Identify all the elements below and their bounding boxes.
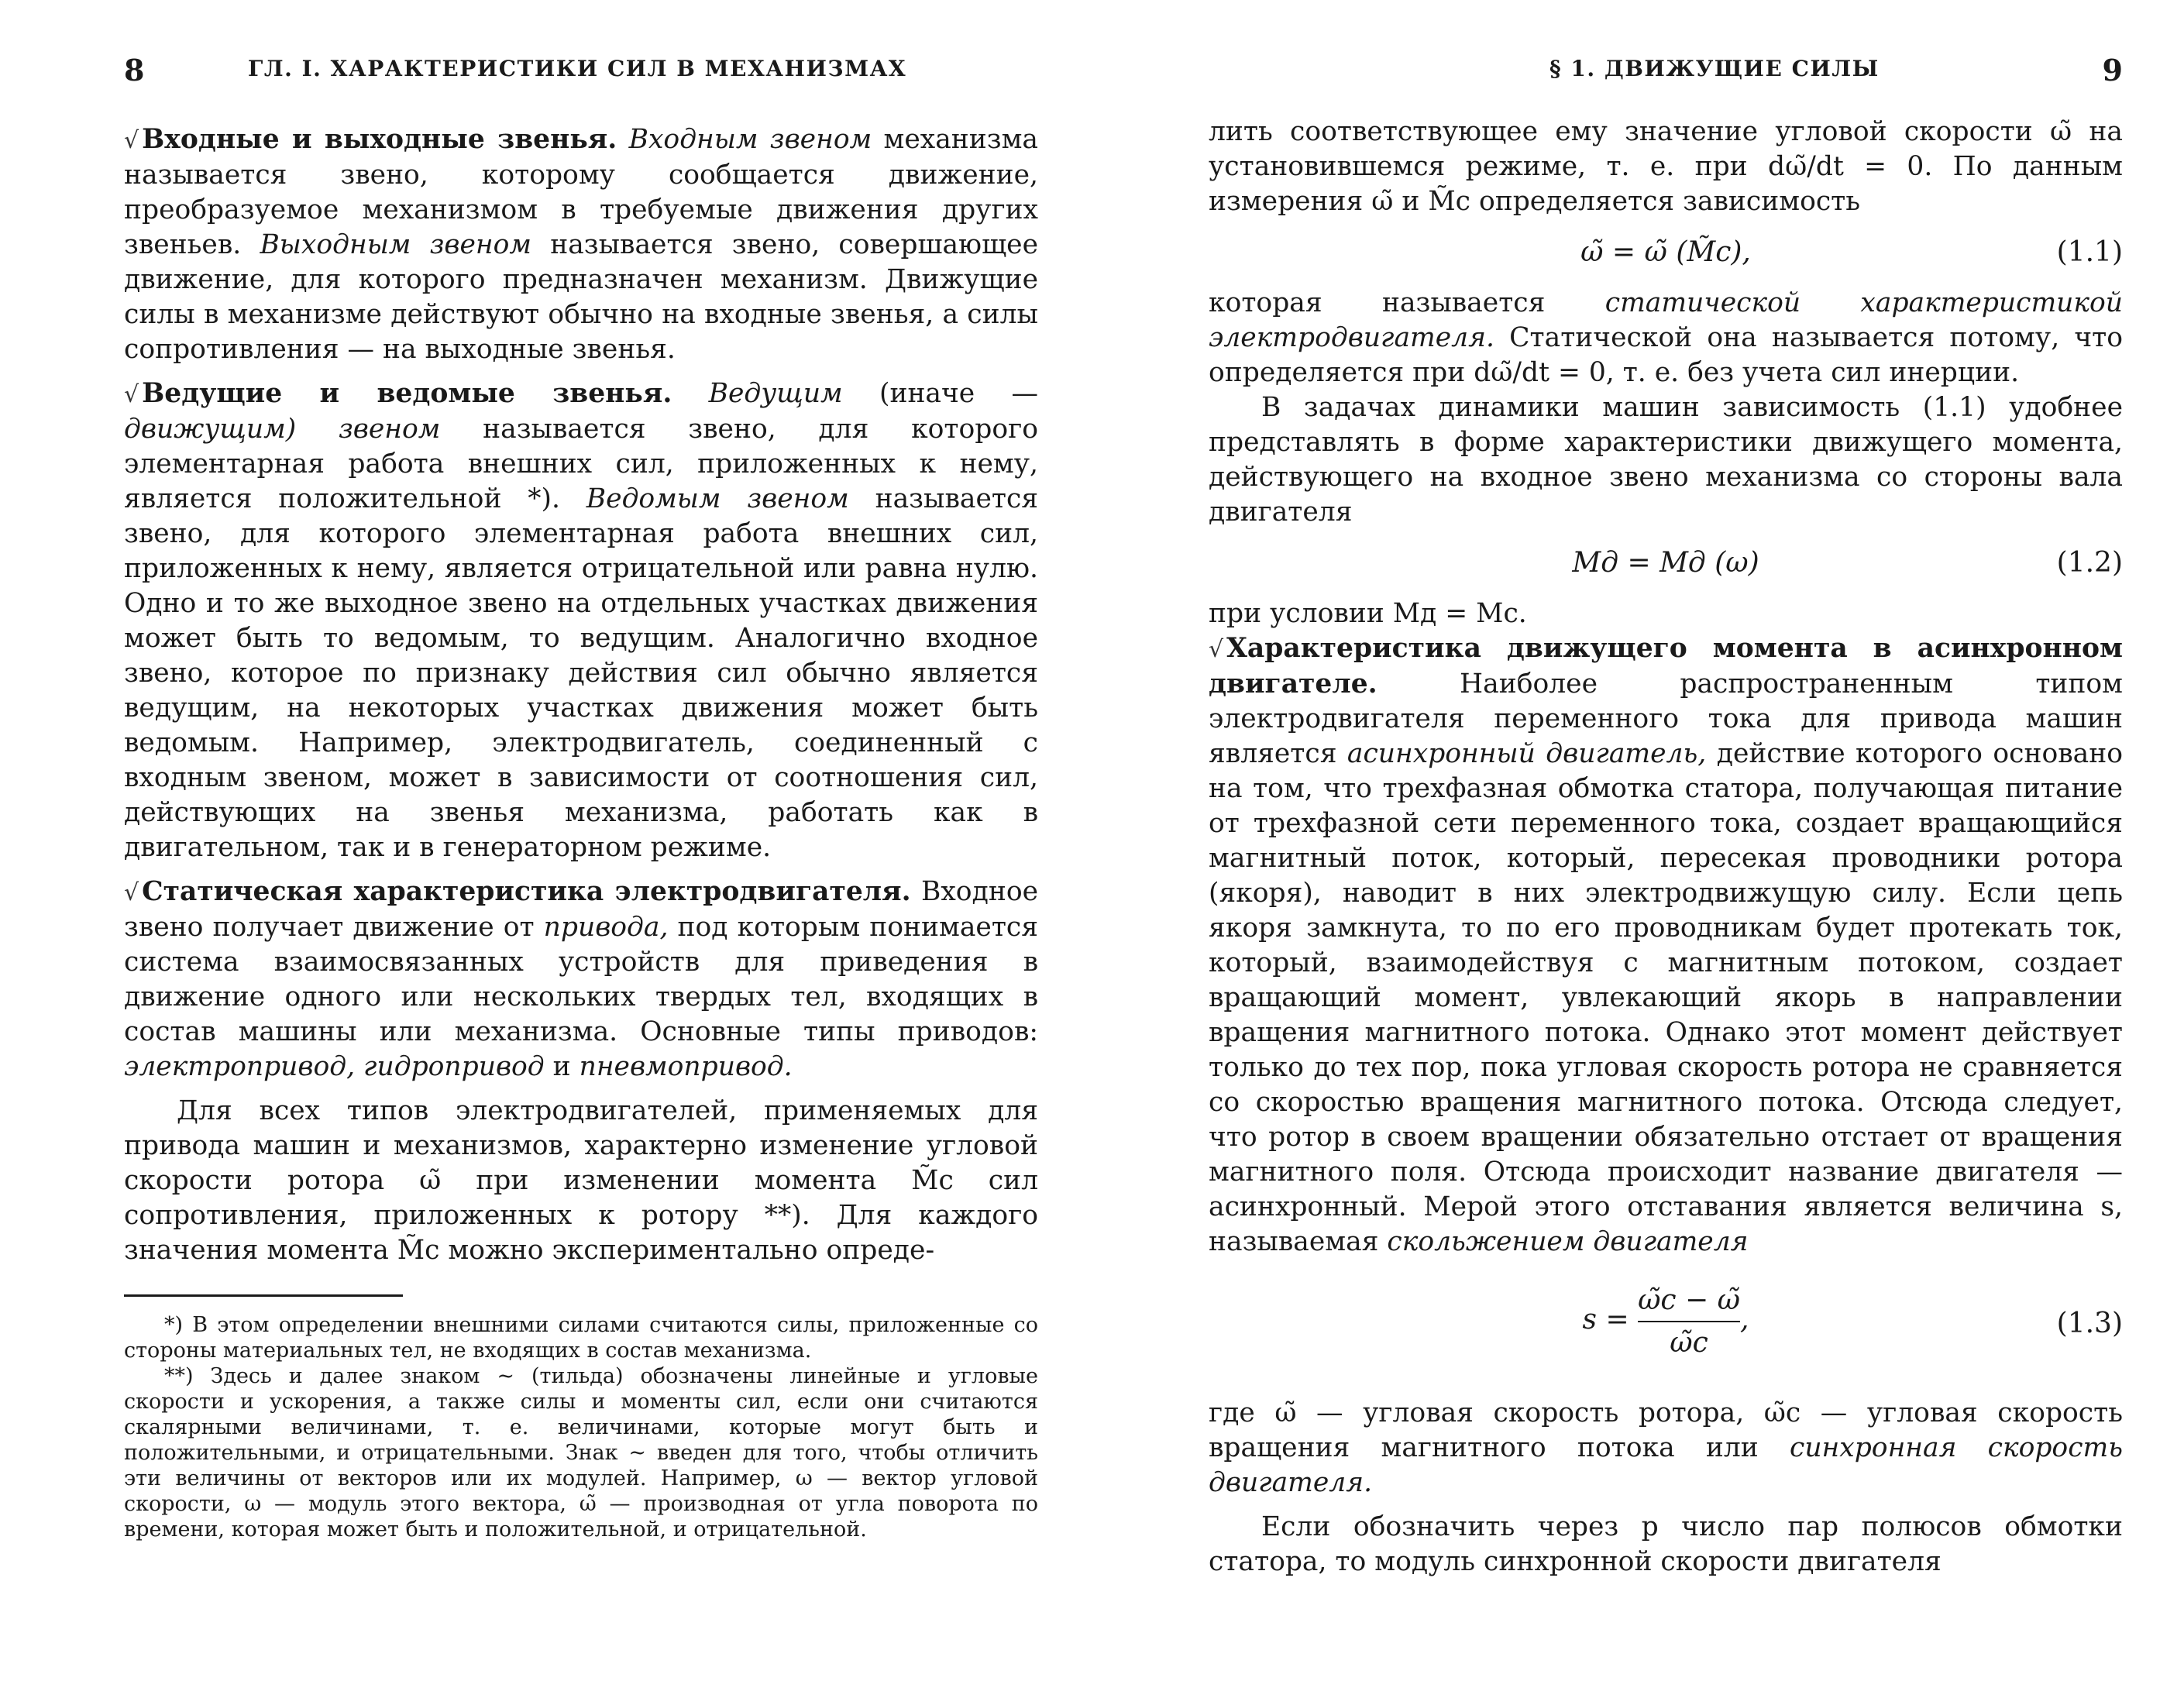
check-mark-icon: √ <box>124 381 139 408</box>
term-italic: статической характеристикой электродвигателя. <box>1209 287 2123 353</box>
fraction-numerator: ω̃с − ω̃ <box>1638 1284 1741 1316</box>
body-text: Наиболее распространенным типом электродвигателя переменного тока для привода машин является <box>1209 669 2123 769</box>
equation-expression <box>1209 1283 2123 1360</box>
running-head: § 1. ДВИЖУЩИЕ СИЛЫ <box>1549 56 1880 81</box>
body-text: называется звено, для которого элементарная работа внешних сил, приложенных к нему, является положительной *). <box>124 414 1038 514</box>
paragraph-synchronous-speed <box>1209 1396 2123 1500</box>
body-text: Статической она называется потому, что определяется при dω̃/dt = 0, т. е. без учета сил инерции. <box>1209 322 2123 388</box>
equation-lhs: s = <box>1582 1304 1629 1335</box>
term-italic: Входным звеном <box>628 124 872 155</box>
equation-1-3 <box>1209 1266 2123 1390</box>
footnote-1: *) В этом определении внешними силами считаются силы, приложенные со стороны материальных тел, не входящих в состав механизма. <box>124 1313 1038 1363</box>
section-heading: Характеристика движущего момента в асинхронном двигателе. <box>1209 633 2123 700</box>
page-number: 8 <box>124 53 145 88</box>
right-page-body <box>1209 115 2123 1580</box>
term-italic: скольжением двигателя <box>1387 1226 1749 1257</box>
fraction-bar <box>1638 1321 1740 1322</box>
paragraph-motor-types: Для всех типов электродвигателей, применяемых для привода машин и механизмов, характерно изменение угловой скорости ротора ω̃ при изменении момента M̃с сил сопротивления, приложенных к ротору **). Для каждого значения момента M̃с можно экспериментально опреде- <box>124 1095 1038 1266</box>
body-text: действие которого основано на том, что трехфазная обмотка статора, получающая питание от трехфазной сети переменного тока, создает вращающийся магнитный поток, который, пересекая проводники ротора (якоря), наводит в них электродвижущую силу. Если цепь якоря замкнута, то по его проводникам будет протекать ток, который, взаимодействуя с магнитным потоком, создает вращающий момент, увлекающий якорь в направлении вращения магнитного потока. Однако этот момент действует только до тех пор, пока угловая скорость ротора не сравняется со скоростью вращения магнитного потока. Отсюда следует, что ротор в своем вращении обязательно отстает от вращения магнитного поля. Отсюда происходит название двигателя — асинхронный. Мерой этого отставания является величина s, называемая <box>1209 738 2123 1257</box>
body-text: под которым понимается система взаимосвязанных устройств для приведения в движение одного или нескольких твердых тел, входящих в состав машины или механизма. Основные типы приводов: <box>124 912 1039 1047</box>
footnote-separator <box>124 1294 403 1297</box>
footnote-2: **) Здесь и далее знаком ~ (тильда) обозначены линейные и угловые скорости и ускорения, а также силы и моменты сил, если они считаются скалярными величинами, т. е. величинами, которые могут быть и положительными, и отрицательными. Знак ~ введен для того, чтобы отличить эти величины от векторов или их модулей. Например, ω — вектор угловой скорости, ω — модуль этого вектора, ω̃ — производная от угла поворота по времени, которая может быть и положительной, и отрицательной. <box>124 1364 1038 1542</box>
equation-comma: , <box>1740 1304 1749 1335</box>
body-text: Входное звено получает движение от <box>124 876 1039 943</box>
paragraph-async-motor <box>1209 631 2123 1260</box>
check-mark-icon: √ <box>124 879 139 906</box>
term-italic: Выходным звеном <box>260 229 532 260</box>
equation-number: (1.3) <box>2056 1308 2123 1339</box>
body-text: называется звено, для которого элементарная работа внешних сил, приложенных к нему, является отрицательной или равна нулю. Одно и то же выходное звено на отдельных участках движения может быть то ведомым, то ведущим. Аналогично входное звено, которое по признаку действия сил обычно является ведущим, на некоторых участках движения может быть ведомым. Например, электродвигатель, соединенный с входным звеном, может в зависимости от соотношения сил, действующих на звенья механизма, работать как в двигательном, так и в генераторном режиме. <box>124 483 1039 863</box>
left-page-body <box>124 122 1038 1542</box>
fraction-denominator: ω̃с <box>1670 1327 1708 1359</box>
term-italic: движущим) звеном <box>124 414 441 445</box>
paragraph-pole-pairs: Если обозначить через p число пар полюсов обмотки статора, то модуль синхронной скорости двигателя <box>1209 1511 2123 1577</box>
term-italic: электропривод, гидропривод <box>124 1051 545 1082</box>
check-mark-icon: √ <box>124 127 139 154</box>
equation-1-2 <box>1209 536 2123 590</box>
body-text: называется звено, совершающее движение, для которого предназначен механизм. Движущие силы в механизме действуют обычно на входные звенья, а силы сопротивления — на выходные звенья. <box>124 229 1038 365</box>
equation-1-1 <box>1209 225 2123 280</box>
equation-expression: ω̃ = ω̃ (M̃с), <box>1580 236 1751 268</box>
term-italic: синхронная скорость двигателя. <box>1209 1432 2124 1498</box>
paragraph-static-definition <box>1209 286 2123 390</box>
check-mark-icon: √ <box>1209 636 1224 663</box>
body-text: которая называется <box>1209 287 1546 318</box>
body-text: механизма называется звено, которому сообщается движение, преобразуемое механизмом в требуемые движения других звеньев. <box>124 124 1039 260</box>
term-italic: Ведущим <box>708 378 843 409</box>
left-page-header <box>124 53 1038 99</box>
paragraph-condition: при условии Mд = Mс. <box>1209 598 1527 629</box>
body-text: где ω̃ — угловая скорость ротора, ω̃с — угловая скорость вращения магнитного потока или <box>1209 1397 2123 1463</box>
term-italic: асинхронный двигатель, <box>1347 738 1707 769</box>
running-head: ГЛ. I. ХАРАКТЕРИСТИКИ СИЛ В МЕХАНИЗМАХ <box>248 56 907 81</box>
term-italic: пневмопривод. <box>579 1051 793 1082</box>
paragraph-static-characteristic <box>124 875 1038 1085</box>
equation-fraction <box>1638 1283 1740 1360</box>
equation-expression: Mд = Mд (ω) <box>1572 547 1759 579</box>
section-heading: Входные и выходные звенья. <box>142 124 617 155</box>
right-page-header <box>1209 53 2123 99</box>
body-text: и <box>552 1051 571 1082</box>
equation-number: (1.1) <box>2056 236 2123 268</box>
paragraph-continuation: лить соответствующее ему значение угловой скорости ω̃ на установившемся режиме, т. е. при dω̃/dt = 0. По данным измерения ω̃ и M̃с определяется зависимость <box>1209 116 2123 217</box>
equation-number: (1.2) <box>2056 547 2123 579</box>
term-italic: Ведомым звеном <box>586 483 849 514</box>
section-heading: Статическая характеристика электродвигателя. <box>142 876 911 907</box>
term-italic: привода, <box>543 912 669 943</box>
paragraph-dynamics: В задачах динамики машин зависимость (1.1) удобнее представлять в форме характеристики движущего момента, действующего на входное звено механизма со стороны вала двигателя <box>1209 392 2123 528</box>
section-heading: Ведущие и ведомые звенья. <box>142 378 672 409</box>
paragraph-input-output-links <box>124 122 1038 367</box>
paragraph-driving-driven-links <box>124 376 1038 865</box>
page-number: 9 <box>2102 53 2123 88</box>
body-text: (иначе — <box>879 378 1039 409</box>
